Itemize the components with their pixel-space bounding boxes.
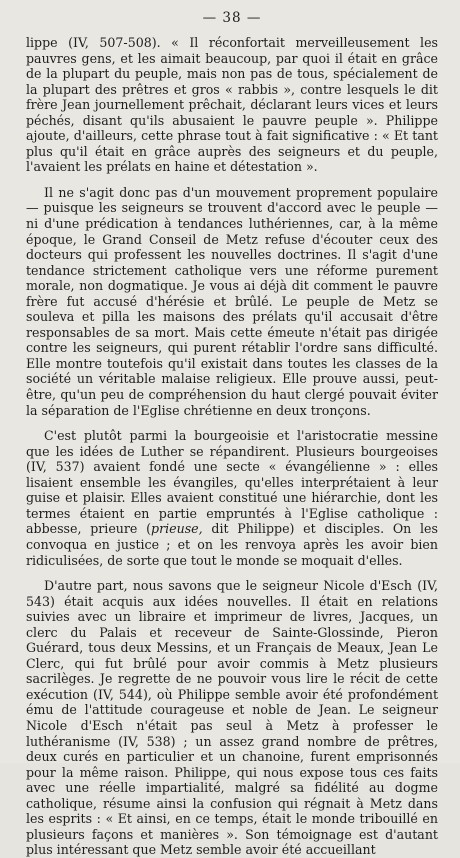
- paragraph-4: D'autre part, nous savons que le seigneur Nicole d'Esch (IV, 543) était acquis aux idées nouvelles. Il était en relations suivies avec un libraire et imprimeur de livres, Jacques, un clerc du Palais et receveur de Sainte-Glossinde, Pieron Guérard, tous deux Messins, et un Français de Meaux, Jean Le Clerc, qui fut brûlé pour avoir commis à Metz plusieurs sacrilèges. Je regrette de ne pouvoir vous lire le récit de cette exécution (IV, 544), où Philippe semble avoir été profondément ému de l'attitude courageuse et noble de Jean. Le seigneur Nicole d'Esch n'était pas seul à Metz à professer le luthéranisme (IV, 538) ; un assez grand nombre de prêtres, deux curés en particulier et un chanoine, furent emprisonnés pour la même raison. Philippe, qui nous expose tous ces faits avec une réelle impartialité, malgré sa fidélité au dogme catholique, résume ainsi la confusion qui régnait à Metz dans les esprits : « Et ainsi, en ce temps, était le monde tribouillé en plusieurs façons et manières ». Son témoignage est d'autant plus intéressant que Metz semble avoir été accueillant: [26, 578, 438, 858]
- page-number: — 38 —: [202, 10, 262, 26]
- paragraph-3: [26, 428, 438, 568]
- page-body: [26, 35, 438, 858]
- paragraph-3-text-end: dit Philippe) et disciples. On les convoqua en justice ; et on les renvoya après les avoir bien ridiculisées, de sorte que tout le monde se moquait d'elles.: [26, 521, 438, 568]
- paragraph-2: Il ne s'agit donc pas d'un mouvement proprement populaire — puisque les seigneurs se trouvent d'accord avec le peuple — ni d'une prédication à tendances luthériennes, car, à la même époque, le Grand Conseil de Metz refuse d'écouter ceux des docteurs qui professent les nouvelles doctrines. Il s'agit d'une tendance strictement catholique vers une réforme purement morale, non dogmatique. Je vous ai déjà dit comment le pauvre frère fut accusé d'hérésie et brûlé. Le peuple de Metz se souleva et pilla les maisons des prélats qu'il accusait d'être responsables de sa mort. Mais cette émeute n'était pas dirigée contre les seigneurs, qui purent rétablir l'ordre sans difficulté. Elle montre toutefois qu'il existait dans toutes les classes de la société un véritable malaise religieux. Elle prouve aussi, peut-être, qu'un peu de compréhension du haut clergé pouvait éviter la séparation de l'Eglise chrétienne en deux tronçons.: [26, 184, 438, 418]
- paragraph-3-text-start: C'est plutôt parmi la bourgeoisie et l'aristocratie messine que les idées de Luther se répandirent. Plusieurs bourgeoises (IV, 537) avaient fondé une secte « évangélienne » : elles lisaient ensemble les évangiles, qu'elles interprétaient à leur guise et plaisir. Elles avaient constitué une hiérarchie, dont les termes étaient en partie empruntés à l'Eglise catholique : abbesse, prieure (: [26, 428, 438, 537]
- paragraph-1: lippe (IV, 507-508). « Il réconfortait merveilleusement les pauvres gens, et les aimait beaucoup, par quoi il était en grâce de la plupart du peuple, mais non pas de tous, spécialement de la plupart des prêtres et gros « rabbis », contre lesquels le dit frère Jean journellement prêchait, déclarant leurs vices et leurs péchés, disant qu'ils abusaient le pauvre peuple ». Philippe ajoute, d'ailleurs, cette phrase tout à fait significative : « Et tant plus qu'il était en grâce auprès des seigneurs et du peuple, l'avaient les prélats en haine et détestation ».: [26, 35, 438, 175]
- paragraph-3-italic-term: prieuse,: [151, 521, 203, 537]
